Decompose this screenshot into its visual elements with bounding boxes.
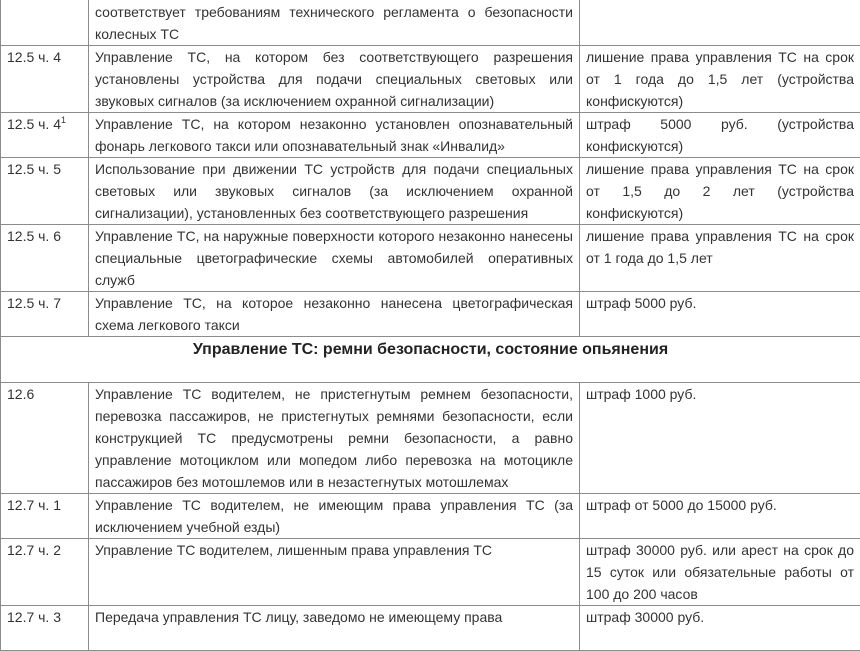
article-code: 12.7 ч. 3 [1, 606, 89, 651]
penalty-text: штраф 30000 руб. или арест на срок до 15 суток или обязательные работы от 100 до 200 часов [580, 539, 860, 606]
penalty-text: лишение права управления ТС на срок от 1 года до 1,5 лет [580, 225, 860, 292]
section-title: Управление ТС: ремни безопасности, состояние опьянения [1, 337, 860, 383]
violation-description: Управление ТС, на котором незаконно установлен опознавательный фонарь легкового такси или опознавательный знак «Инвалид» [89, 113, 580, 158]
violation-description: Управление ТС водителем, не имеющим права управления ТС (за исключением учебной езды) [89, 494, 580, 539]
penalty-text: штраф 30000 руб. [580, 606, 860, 651]
penalty-text [580, 0, 860, 46]
violation-description: Использование при движении ТС устройств для подачи специальных световых или звуковых сигналов (за исключением охранной сигнализации), установленных без соответствующего разрешения [89, 158, 580, 225]
violation-description: Управление ТС водителем, не пристегнутым ремнем безопасности, перевозка пассажиров, не пристегнутых ремнями безопасности, если конструкцией ТС предусмотрены ремни безопасности, а равно управление мотоциклом или мопедом либо перевозка на мотоцикле пассажиров без мотошлемов или в незастегнутых мотошлемах [89, 383, 580, 494]
table-row [1, 225, 860, 292]
table-row [1, 606, 860, 651]
article-code: 12.5 ч. 7 [1, 292, 89, 337]
penalty-text: штраф 5000 руб. (устройства конфискуются) [580, 113, 860, 158]
article-code: 12.6 [1, 383, 89, 494]
table-row [1, 158, 860, 225]
penalty-text: лишение права управления ТС на срок от 1,5 до 2 лет (устройства конфискуются) [580, 158, 860, 225]
article-code: 12.5 ч. 6 [1, 225, 89, 292]
table-row [1, 292, 860, 337]
superscript: 1 [61, 115, 66, 125]
section-header-row [1, 337, 860, 383]
article-code: 12.7 ч. 2 [1, 539, 89, 606]
penalty-text: лишение права управления ТС на срок от 1 года до 1,5 лет (устройства конфискуются) [580, 46, 860, 113]
violation-description: Управление ТС, на наружные поверхности которого незаконно нанесены специальные цветографические схемы автомобилей оперативных служб [89, 225, 580, 292]
penalty-text: штраф 1000 руб. [580, 383, 860, 494]
penalty-text: штраф 5000 руб. [580, 292, 860, 337]
article-code: 12.7 ч. 1 [1, 494, 89, 539]
table-row [1, 113, 860, 158]
violation-description: Управление ТС, на котором без соответствующего разрешения установлены устройства для подачи специальных световых или звуковых сигналов (за исключением охранной сигнализации) [89, 46, 580, 113]
penalty-text: штраф от 5000 до 15000 руб. [580, 494, 860, 539]
table-row [1, 383, 860, 494]
violation-description: Управление ТС водителем, лишенным права управления ТС [89, 539, 580, 606]
article-code: 12.5 ч. $4^1$ [1, 113, 89, 158]
table-row [1, 539, 860, 606]
violation-description: Управление ТС, на которое незаконно нанесена цветографическая схема легкового такси [89, 292, 580, 337]
violation-description: соответствует требованиям технического регламента о безопасности колесных ТС [89, 0, 580, 46]
article-code: 12.5 ч. 5 [1, 158, 89, 225]
article-code [1, 0, 89, 46]
table-row [1, 494, 860, 539]
table-row [1, 0, 860, 46]
table-row [1, 46, 860, 113]
article-code: 12.5 ч. 4 [1, 46, 89, 113]
violation-description: Передача управления ТС лицу, заведомо не имеющему права [89, 606, 580, 651]
